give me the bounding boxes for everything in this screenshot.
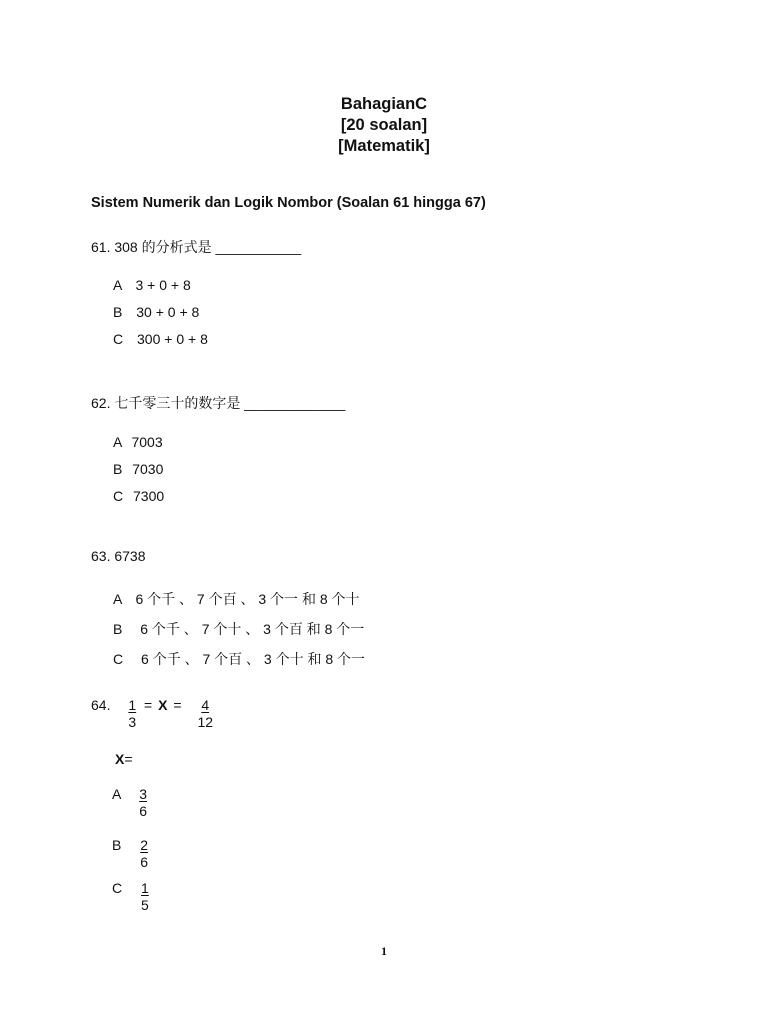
variable-x: X <box>115 751 125 767</box>
question-62: 62. 七千零三十的数字是 _____________ <box>91 395 346 411</box>
q64-option-c <box>112 880 149 914</box>
option-letter: C <box>112 880 123 896</box>
option-fraction <box>139 786 147 820</box>
option-letter: A <box>112 786 122 802</box>
option-letter: C <box>113 651 124 667</box>
fraction-numerator: 3 <box>139 786 148 802</box>
fraction-four-twelfths <box>197 697 213 731</box>
fraction-numerator: 2 <box>140 837 149 853</box>
fraction-one-third <box>128 697 136 731</box>
option-fraction <box>141 880 149 914</box>
option-letter: A <box>113 434 122 450</box>
option-letter: B <box>113 621 123 637</box>
q63-option-a <box>113 589 360 609</box>
question-63: 63. 6738 <box>91 548 146 564</box>
q63-option-c <box>113 649 365 669</box>
option-letter: B <box>112 837 122 853</box>
variable-x: X <box>158 697 168 713</box>
q61-option-c <box>113 331 208 347</box>
option-text: 300 + 0 + 8 <box>137 331 208 347</box>
page-number: 1 <box>381 944 387 958</box>
q61-option-a <box>113 277 191 293</box>
option-text: 6 个千 、 7 个百 、 3 个一 和 8 个十 <box>135 591 360 607</box>
fraction-denominator: 3 <box>128 714 137 730</box>
option-text: 6 个千 、 7 个十 、 3 个百 和 8 个一 <box>140 621 365 637</box>
section-heading: Sistem Numerik dan Logik Nombor (Soalan 61 hingga 67) <box>91 195 486 211</box>
q62-option-c <box>113 488 164 504</box>
q62-option-a <box>113 434 163 450</box>
fraction-numerator: 4 <box>201 697 210 713</box>
q63-option-b <box>113 619 364 639</box>
q64-answer-prompt <box>115 751 133 767</box>
option-letter: A <box>113 277 122 293</box>
q61-option-b <box>113 304 199 320</box>
option-text: 30 + 0 + 8 <box>136 304 200 320</box>
q64-option-a <box>112 786 147 820</box>
option-letter: C <box>113 331 124 347</box>
option-letter: B <box>113 304 123 320</box>
fraction-denominator: 6 <box>139 803 148 819</box>
fraction-denominator: 6 <box>140 854 149 870</box>
fraction-numerator: 1 <box>128 697 137 713</box>
option-text: 7030 <box>132 461 164 477</box>
option-text: 3 + 0 + 8 <box>135 277 191 293</box>
option-text: 6 个千 、 7 个百 、 3 个十 和 8 个一 <box>141 651 366 667</box>
title-soalan-count: [20 soalan] <box>340 116 428 134</box>
option-text: 7003 <box>131 434 163 450</box>
title-subject: [Matematik] <box>338 137 430 155</box>
fraction-numerator: 1 <box>141 880 149 896</box>
q64-option-b <box>112 837 148 871</box>
fraction-denominator: 5 <box>141 897 149 913</box>
question-64 <box>91 697 213 731</box>
q62-option-b <box>113 461 163 477</box>
question-61: 61. 308 的分析式是 ___________ <box>91 239 302 255</box>
equals-sign: = <box>173 697 182 713</box>
option-fraction <box>140 837 148 871</box>
option-letter: C <box>113 488 124 504</box>
option-letter: B <box>113 461 123 477</box>
title-bahagian: BahagianC <box>340 95 428 113</box>
question-number: 64. <box>91 697 111 713</box>
equals-sign: = <box>124 751 133 767</box>
option-letter: A <box>113 591 122 607</box>
equals-sign: = <box>144 697 153 713</box>
option-text: 7300 <box>133 488 165 504</box>
fraction-denominator: 12 <box>197 714 214 730</box>
